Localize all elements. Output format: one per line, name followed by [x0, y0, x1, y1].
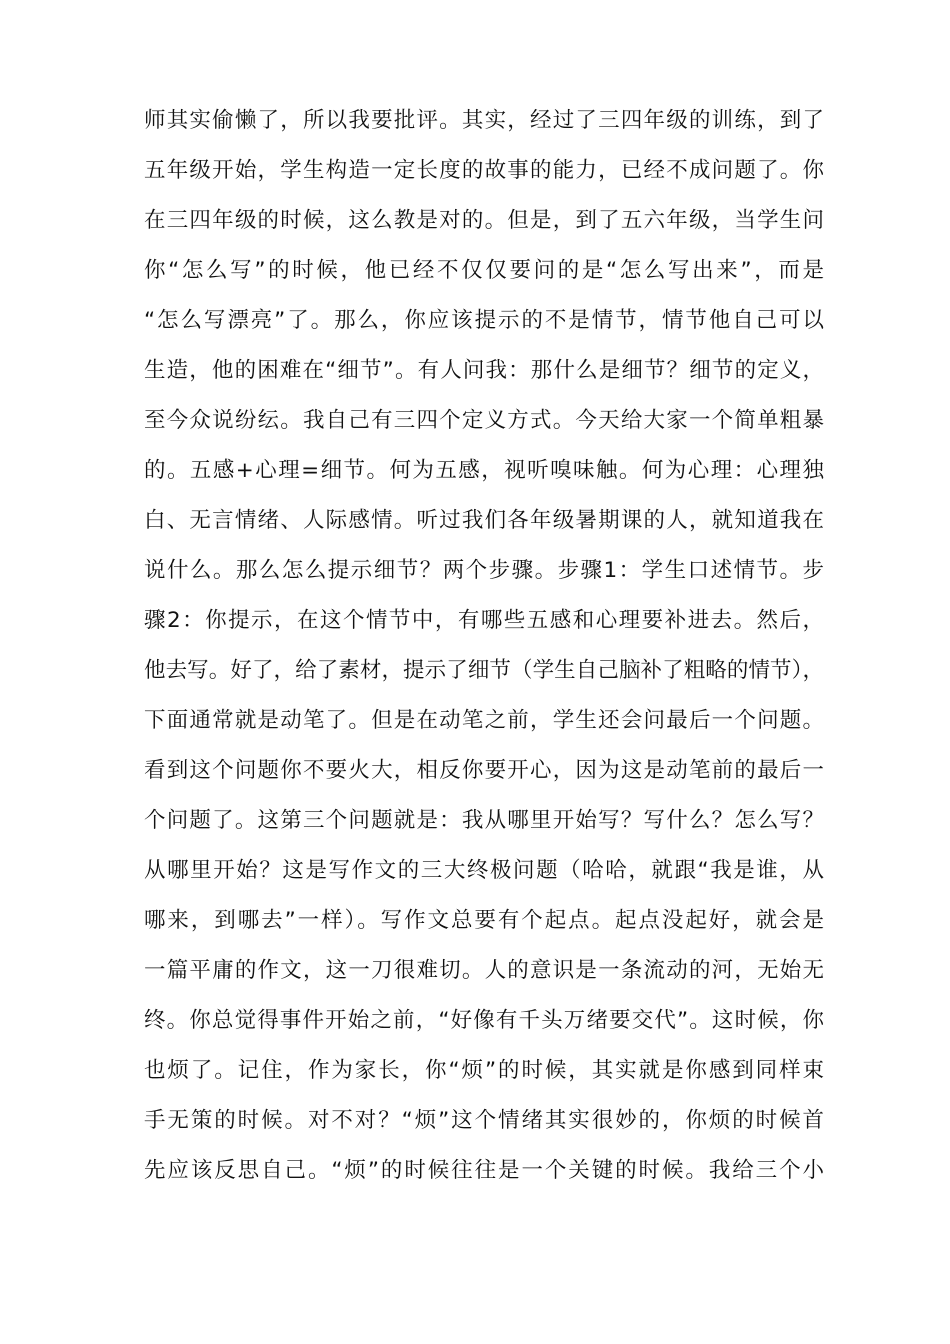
body-text	[144, 96, 824, 1196]
text-line: 五年级开始，学生构造一定长度的故事的能力，已经不成问题了。你	[144, 158, 824, 183]
text-line: 白、无言情绪、人际感情。听过我们各年级暑期课的人，就知道我在	[144, 508, 824, 533]
text-line: 他去写。好了，给了素材，提示了细节（学生自己脑补了粗略的情节），	[144, 658, 824, 683]
text-line: 哪来，到哪去”一样）。写作文总要有个起点。起点没起好，就会是	[144, 908, 824, 933]
text-line: 的。五感+心理=细节。何为五感，视听嗅味触。何为心理：心理独	[144, 458, 824, 483]
text-line: 下面通常就是动笔了。但是在动笔之前，学生还会问最后一个问题。	[144, 708, 824, 733]
text-line: 说什么。那么怎么提示细节？两个步骤。步骤1：学生口述情节。步	[144, 558, 824, 583]
text-line: 在三四年级的时候，这么教是对的。但是，到了五六年级，当学生问	[144, 208, 824, 233]
text-line: 至今众说纷纭。我自己有三四个定义方式。今天给大家一个简单粗暴	[144, 408, 824, 433]
text-line: 师其实偷懒了，所以我要批评。其实，经过了三四年级的训练，到了	[144, 108, 824, 133]
text-line: 终。你总觉得事件开始之前，“好像有千头万绪要交代”。这时候，你	[144, 1008, 824, 1033]
text-line: 骤2：你提示，在这个情节中，有哪些五感和心理要补进去。然后，	[144, 608, 824, 633]
text-line: 看到这个问题你不要火大，相反你要开心，因为这是动笔前的最后一	[144, 758, 824, 783]
text-line: 个问题了。这第三个问题就是：我从哪里开始写？写什么？怎么写？	[144, 808, 824, 833]
text-line: “怎么写漂亮”了。那么，你应该提示的不是情节，情节他自己可以	[144, 308, 824, 333]
text-line: 也烦了。记住，作为家长，你“烦”的时候，其实就是你感到同样束	[144, 1058, 824, 1083]
text-line: 生造，他的困难在“细节”。有人问我：那什么是细节？细节的定义，	[144, 358, 824, 383]
text-line: 一篇平庸的作文，这一刀很难切。人的意识是一条流动的河，无始无	[144, 958, 824, 983]
text-line: 你“怎么写”的时候，他已经不仅仅要问的是“怎么写出来”，而是	[144, 258, 824, 283]
text-line: 先应该反思自己。“烦”的时候往往是一个关键的时候。我给三个小	[144, 1158, 824, 1183]
text-line: 手无策的时候。对不对？“烦”这个情绪其实很妙的，你烦的时候首	[144, 1108, 824, 1133]
text-line: 从哪里开始？这是写作文的三大终极问题（哈哈，就跟“我是谁，从	[144, 858, 824, 883]
